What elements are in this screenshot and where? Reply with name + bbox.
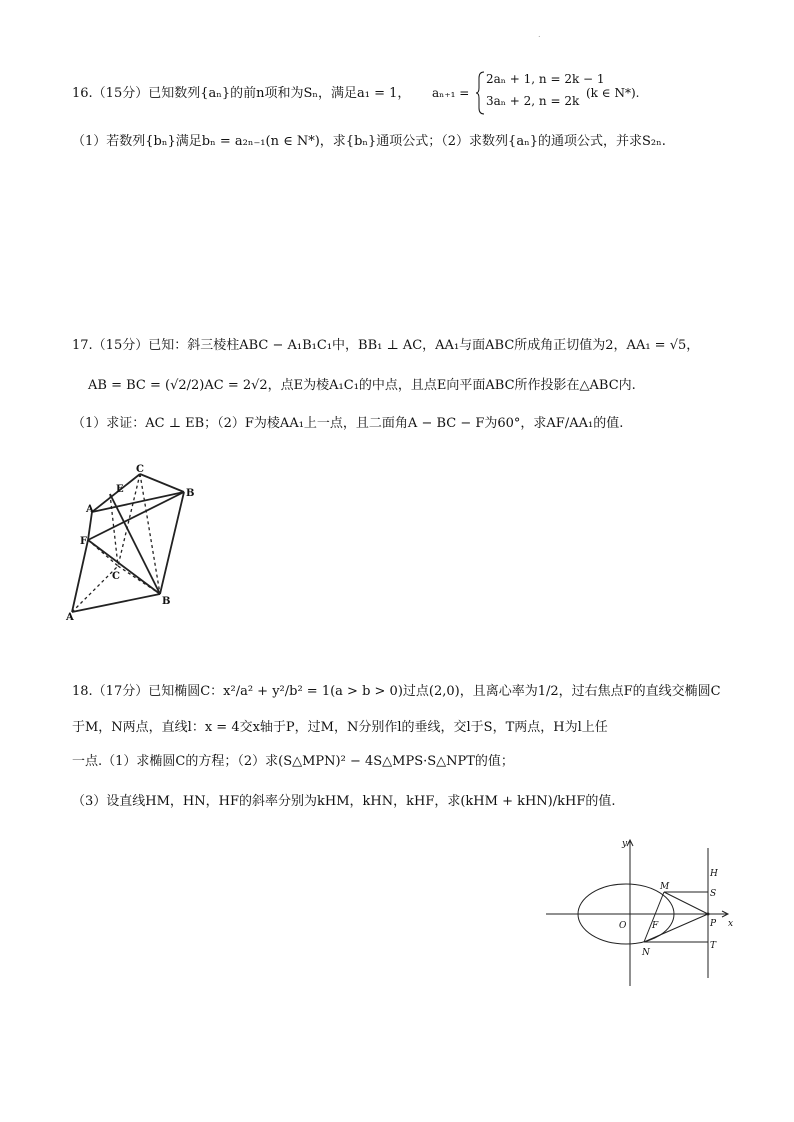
label-y: y: [622, 839, 628, 849]
label-s: S: [710, 889, 717, 899]
label-a: A: [66, 612, 74, 622]
q17-line-2: AB = BC = (√2/2)AC = 2√2，点E为棱A₁C₁的中点，且点E向平面ABC所作投影在△ABC内.: [88, 378, 636, 393]
q18-ellipse-figure: [540, 834, 740, 990]
label-c1: C: [136, 464, 144, 475]
label-f: F: [80, 536, 88, 547]
q16-brace: [476, 70, 486, 116]
q16-line-2: （1）若数列{bₙ}满足bₙ = a₂ₙ₋₁(n ∈ N*)，求{bₙ}通项公式；（2）求数列{aₙ}的通项公式，并求S₂ₙ.: [72, 134, 666, 149]
q18-line-2: 于M，N两点，直线l：x = 4交x轴于P，过M，N分别作l的垂线，交l于S，T两点，H为l上任: [72, 720, 608, 735]
top-mark: .: [538, 30, 541, 39]
label-o: O: [619, 921, 627, 931]
label-a1: A: [86, 504, 94, 515]
label-f: F: [652, 921, 659, 931]
q17-line-1: 17.（15分）已知：斜三棱柱ABC − A₁B₁C₁中，BB₁ ⊥ AC，AA₁与面ABC所成角正切值为2，AA₁ = √5，: [72, 338, 700, 353]
q16-recurrence-condition: (k ∈ N*).: [586, 86, 640, 100]
label-t: T: [710, 941, 717, 951]
label-b: B: [162, 596, 171, 607]
label-b1: B: [186, 488, 195, 499]
label-e: E: [116, 484, 124, 495]
q17-prism-figure: [60, 462, 210, 622]
q18-line-4: （3）设直线HM，HN，HF的斜率分别为kHM，kHN，kHF，求(kHM + kHN)/kHF的值.: [72, 794, 616, 809]
q16-recurrence-case-1: 2aₙ + 1, n = 2k − 1: [486, 72, 605, 86]
q16-recurrence-lhs: aₙ₊₁ =: [432, 86, 470, 100]
label-x: x: [728, 919, 734, 929]
label-n: N: [642, 948, 650, 958]
q18-line-1: 18.（17分）已知椭圆C：x²/a² + y²/b² = 1(a > b > 0)过点(2,0)，且离心率为1/2，过右焦点F的直线交椭圆C: [72, 684, 721, 699]
label-h: H: [710, 869, 718, 879]
q17-line-3: （1）求证：AC ⊥ EB；（2）F为棱AA₁上一点，且二面角A − BC − F为60°，求AF/AA₁的值.: [72, 416, 624, 431]
q16-line-1: 16.（15分）已知数列{aₙ}的前n项和为Sₙ，满足a₁ = 1，: [72, 86, 411, 101]
label-p: P: [710, 919, 717, 929]
label-c: C: [112, 571, 120, 582]
q18-line-3: 一点.（1）求椭圆C的方程；（2）求(S△MPN)² − 4S△MPS·S△NPT的值；: [72, 754, 514, 769]
label-m: M: [660, 882, 670, 892]
q16-recurrence-case-2: 3aₙ + 2, n = 2k: [486, 94, 580, 108]
